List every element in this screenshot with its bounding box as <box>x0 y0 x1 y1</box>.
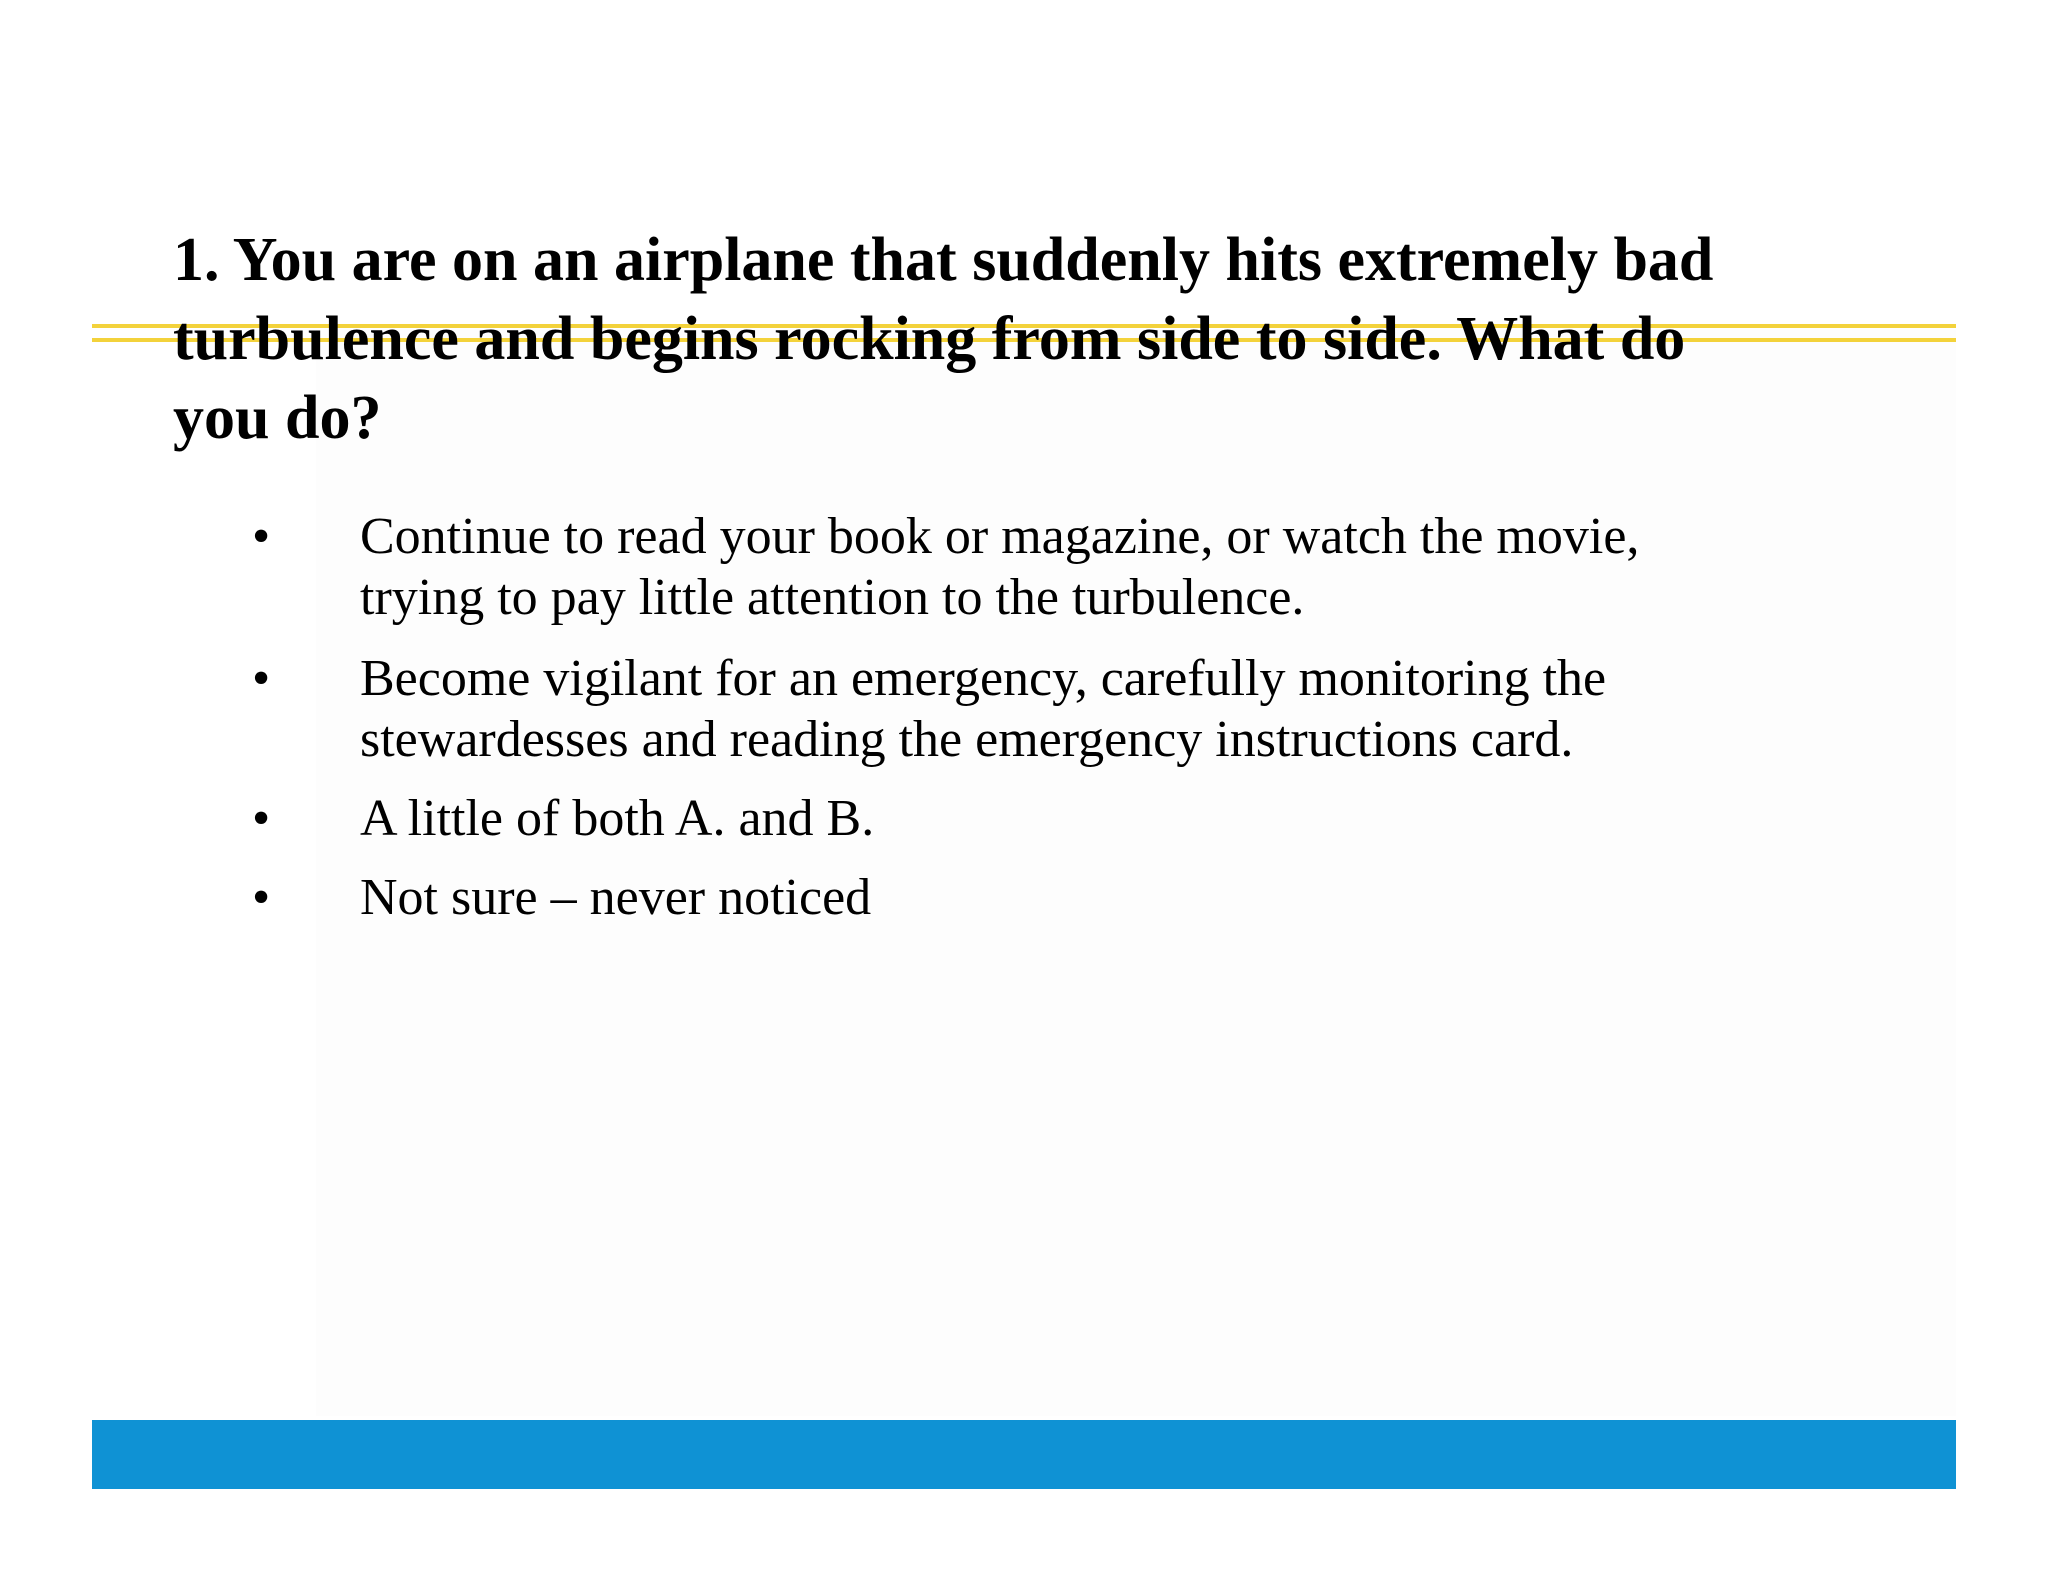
answer-option-text: A little of both A. and B. <box>360 790 875 847</box>
question-title: 1. You are on an airplane that suddenly hits extremely bad turbulence and begins rocking from side to side. What do you do? <box>173 226 1714 452</box>
footer-bar <box>92 1420 1956 1489</box>
answer-option-text: Not sure – never noticed <box>360 869 872 926</box>
bullet-icon: • <box>252 508 271 565</box>
bullet-icon: • <box>252 790 271 847</box>
answer-option-text: Become vigilant for an emergency, carefully monitoring the stewardesses and reading the emergency instructions card. <box>360 650 1607 768</box>
bullet-icon: • <box>252 650 271 707</box>
answer-option-text: Continue to read your book or magazine, or watch the movie, trying to pay little attention to the turbulence. <box>360 508 1640 626</box>
bullet-icon: • <box>252 869 271 926</box>
